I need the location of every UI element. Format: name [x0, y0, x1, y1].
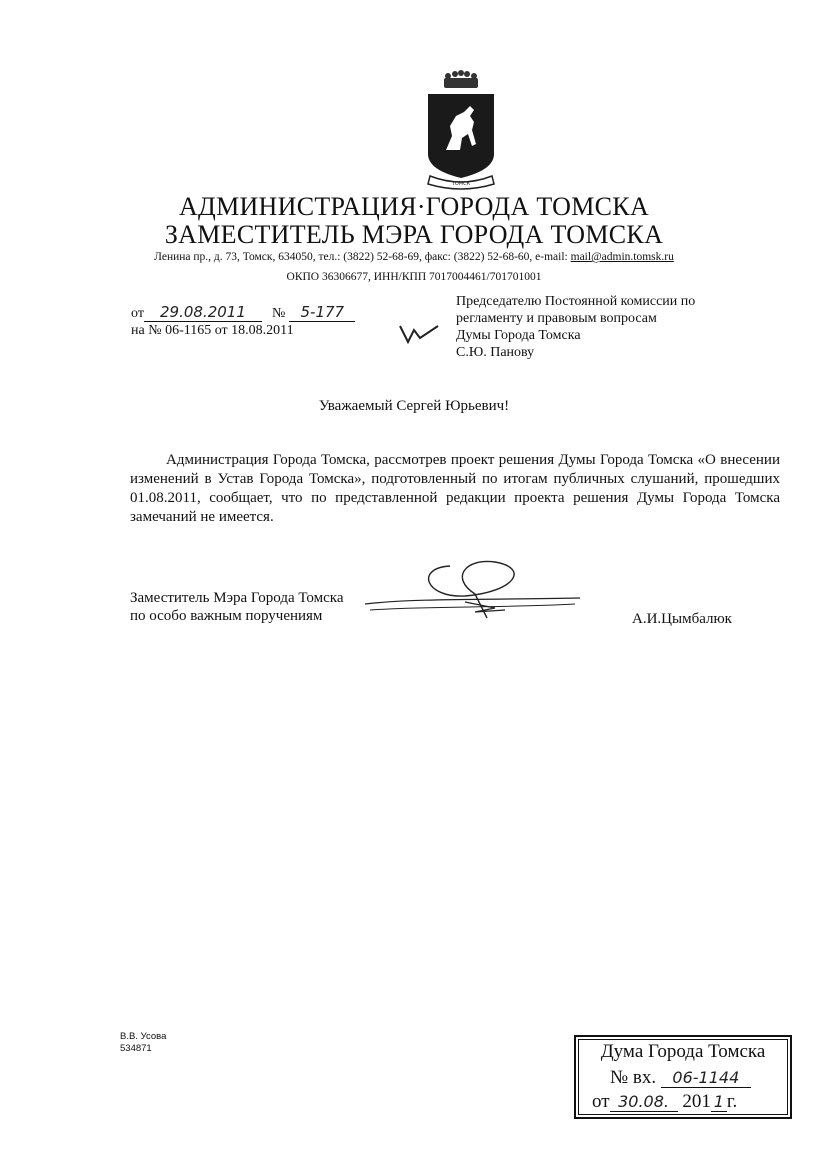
recipient-block	[456, 293, 695, 361]
org-codes: ОКПО 36306677, ИНН/КПП 7017004461/701701001	[286, 271, 542, 283]
executor-info	[120, 1031, 166, 1055]
in-reply-reference: на № 06-1165 от 18.08.2011	[131, 323, 294, 338]
number-prefix: №	[271, 306, 286, 321]
signer-position-line: Заместитель Мэра Города Томска	[130, 590, 344, 606]
stamp-year-prefix: 201	[682, 1091, 711, 1112]
stamp-date-prefix: от	[592, 1091, 610, 1112]
org-title: АДМИНИСТРАЦИЯ·ГОРОДА ТОМСКА	[178, 192, 650, 221]
signer-position	[130, 589, 344, 625]
stamp-title: Дума Города Томска	[600, 1041, 766, 1062]
org-address	[0, 251, 828, 263]
greeting: Уважаемый Сергей Юрьевич!	[318, 398, 510, 414]
letter-body: Администрация Города Томска, рассмотрев проект решения Думы Города Томска «О внесении изменений в Устав Города Томска», подготовленный по итогам публичных слушаний, прошедших 01.08.2011, сообщает, что по представленной редакции проекта решения Думы Города Томска замечаний не имеется.	[130, 452, 780, 525]
executor-phone: 534871	[120, 1043, 152, 1054]
stamp-year-suffix: г.	[726, 1091, 738, 1112]
email-link[interactable]: mail@admin.tomsk.ru	[570, 251, 674, 263]
incoming-registration-stamp	[574, 1035, 792, 1119]
stamp-number-row	[610, 1067, 751, 1089]
outgoing-reference	[131, 303, 355, 322]
recipient-line: регламенту и правовым вопросам	[456, 311, 657, 326]
stamp-date: 30.08.	[610, 1092, 678, 1112]
city-coat-of-arms	[424, 70, 498, 190]
stamp-number-prefix: № вх.	[610, 1067, 657, 1088]
handwritten-check-icon	[398, 320, 440, 346]
signer-position-line: по особо важным поручениям	[130, 608, 323, 624]
recipient-line: Председателю Постоянной комиссии по	[456, 294, 696, 309]
stamp-date-row	[592, 1091, 737, 1113]
handwritten-signature	[355, 558, 585, 628]
org-subtitle: ЗАМЕСТИТЕЛЬ МЭРА ГОРОДА ТОМСКА	[164, 220, 664, 249]
address-text: Ленина пр., д. 73, Томск, 634050, тел.: (3822) 52-68-69, факс: (3822) 52-68-60, e-mail:	[154, 251, 571, 263]
from-prefix: от	[131, 306, 144, 321]
emblem-ribbon-text: ТОМСК	[451, 181, 471, 187]
signer-name: А.И.Цымбалюк	[632, 611, 732, 627]
recipient-name: С.Ю. Панову	[456, 345, 535, 360]
recipient-line: Думы Города Томска	[456, 328, 581, 343]
outgoing-number: 5-177	[289, 303, 355, 322]
stamp-year-digit: 1	[711, 1092, 727, 1112]
executor-name: В.В. Усова	[120, 1031, 167, 1042]
outgoing-date: 29.08.2011	[144, 303, 262, 322]
stamp-incoming-number: 06-1144	[661, 1068, 751, 1088]
